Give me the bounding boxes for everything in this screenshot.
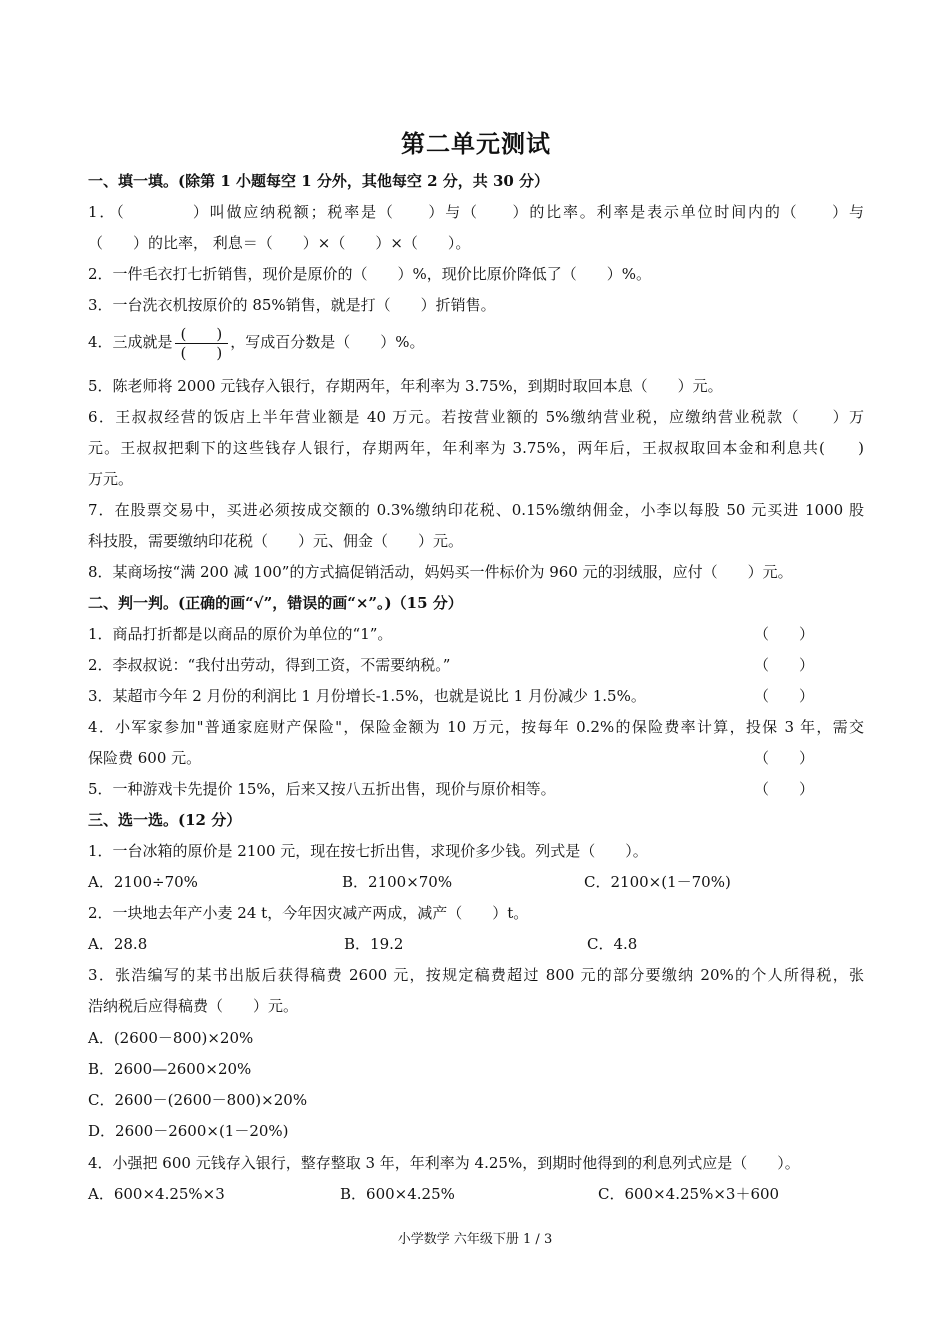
choose-question-1: 1．一台冰箱的原价是 2100 元，现在按七折出售，求现价多少钱。列式是（ ）。 — [88, 842, 648, 860]
fill-question-6c: 万元。 — [88, 470, 134, 488]
judge-question-1-text: 1．商品打折都是以商品的原价为单位的“1”。 — [88, 625, 393, 643]
fraction-denominator: ( ) — [180, 343, 223, 362]
option-b: B．600×4.25% — [340, 1185, 455, 1203]
judge-question-4b-text: 保险费 600 元。 — [88, 749, 202, 767]
option-c: C．4.8 — [587, 935, 638, 953]
answer-bracket: （ ） — [753, 656, 814, 674]
section-judge-heading: 二、判一判。(正确的画“√”，错误的画“×”。)（15 分） — [88, 594, 463, 612]
choose-question-3b: 浩纳税后应得稿费（ ）元。 — [88, 997, 299, 1015]
judge-question-4b — [88, 747, 864, 769]
fill-question-3: 3．一台洗衣机按原价的 85%销售，就是打（ ）折销售。 — [88, 296, 496, 314]
choose-question-2: 2．一块地去年产小麦 24 t，今年因灾减产两成，减产（ ）t。 — [88, 904, 529, 922]
choose-question-3a: 3．张浩编写的某书出版后获得稿费 2600 元，按规定稿费超过 800 元的部分要缴纳 20%的个人所得税，张 — [88, 966, 864, 984]
fill-question-1b: （ ）的比率， 利息＝（ ）×（ ）×（ ）。 — [88, 234, 471, 252]
fill-question-2: 2．一件毛衣打七折销售，现价是原价的（ ）%，现价比原价降低了（ ）%。 — [88, 265, 652, 283]
page-title: 第二单元测试 — [401, 129, 551, 158]
fill-question-7a: 7．在股票交易中，买进必须按成交额的 0.3%缴纳印花税、0.15%缴纳佣金，小李以每股 50 元买进 1000 股 — [88, 501, 864, 519]
section-fill-heading: 一、填一填。(除第 1 小题每空 1 分外，其他每空 2 分，共 30 分） — [88, 172, 550, 190]
fill-question-1a: 1．（ ）叫做应纳税额；税率是（ ）与（ ）的比率。利率是表示单位时间内的（ ）与 — [88, 203, 864, 221]
option-c: C．2100×(1－70%) — [584, 873, 731, 891]
option-a: A．600×4.25%×3 — [88, 1185, 225, 1203]
fill-question-7b: 科技股，需要缴纳印花税（ ）元、佣金（ ）元。 — [88, 532, 464, 550]
fill-question-8: 8．某商场按“满 200 减 100”的方式搞促销活动，妈妈买一件标价为 960 元的羽绒服，应付（ ）元。 — [88, 563, 793, 581]
answer-bracket: （ ） — [753, 625, 814, 643]
fill-question-6a: 6．王叔叔经营的饭店上半年营业额是 40 万元。若按营业额的 5%缴纳营业税，应缴纳营业税款（ ）万 — [88, 408, 864, 426]
fraction-blank — [175, 325, 229, 362]
judge-question-3-text: 3．某超市今年 2 月份的利润比 1 月份增长-1.5%，也就是说比 1 月份减少 1.5%。 — [88, 687, 646, 705]
judge-question-4a: 4．小军家参加"普通家庭财产保险"，保险金额为 10 万元，按每年 0.2%的保险费率计算，投保 3 年，需交 — [88, 718, 864, 736]
choose-question-4: 4．小强把 600 元钱存入银行，整存整取 3 年，年利率为 4.25%，到期时他得到的利息列式应是（ ）。 — [88, 1154, 800, 1172]
fill-question-4 — [88, 322, 864, 366]
judge-question-3 — [88, 685, 864, 707]
option-b: B．2100×70% — [342, 873, 453, 891]
option-a: A．28.8 — [88, 935, 148, 953]
option-a: A．2100÷70% — [88, 873, 198, 891]
fill-question-5: 5．陈老师将 2000 元钱存入银行，存期两年，年利率为 3.75%，到期时取回本息（ ）元。 — [88, 377, 723, 395]
judge-question-2-text: 2．李叔叔说：“我付出劳动，得到工资，不需要纳税。” — [88, 656, 451, 674]
fill-question-4-prefix: 4．三成就是 — [88, 333, 173, 351]
option-c: C．2600－(2600－800)×20% — [88, 1091, 308, 1109]
option-b: B．2600—2600×20% — [88, 1060, 252, 1078]
judge-question-2 — [88, 654, 864, 676]
judge-question-1 — [88, 623, 864, 645]
judge-question-5-text: 5．一种游戏卡先提价 15%，后来又按八五折出售，现价与原价相等。 — [88, 780, 556, 798]
option-a: A．(2600－800)×20% — [88, 1029, 254, 1047]
option-d: D．2600－2600×(1－20%) — [88, 1122, 289, 1140]
fill-question-4-suffix: ，写成百分数是（ ）%。 — [230, 333, 425, 351]
answer-bracket: （ ） — [753, 687, 814, 705]
option-c: C．600×4.25%×3＋600 — [598, 1185, 780, 1203]
section-choose-heading: 三、选一选。(12 分） — [88, 811, 242, 829]
page-footer: 小学数学 六年级下册 1 / 3 — [397, 1232, 553, 1247]
option-b: B．19.2 — [344, 935, 404, 953]
fill-question-6b: 元。王叔叔把剩下的这些钱存人银行，存期两年，年利率为 3.75%，两年后，王叔叔取回本金和利息共( ) — [88, 439, 864, 457]
answer-bracket: （ ） — [753, 749, 814, 767]
fraction-numerator: ( ) — [175, 325, 229, 344]
judge-question-5 — [88, 778, 864, 800]
answer-bracket: （ ） — [753, 780, 814, 798]
